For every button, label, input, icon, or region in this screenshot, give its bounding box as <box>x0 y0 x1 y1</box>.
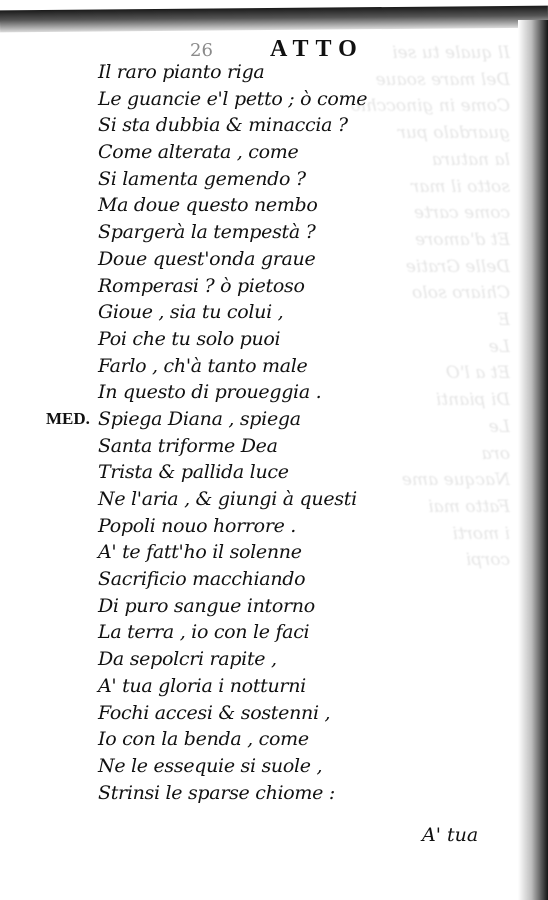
verse-line <box>0 753 520 780</box>
verse-text: Trista & pallida luce <box>98 461 289 484</box>
verse-line <box>0 112 520 139</box>
verse-text: A' tua gloria i notturni <box>98 674 306 697</box>
verse-line <box>0 299 520 326</box>
verse-line <box>0 246 520 273</box>
verse-text: In questo di proueggia . <box>98 381 322 404</box>
verse-text: Si sta dubbia & minaccia ? <box>98 114 348 137</box>
page-top-shadow <box>0 6 548 33</box>
verse-text: Io con la benda , come <box>98 728 309 751</box>
verse-text: Fochi accesi & sostenni , <box>98 701 331 724</box>
verse-text: Ne l'aria , & giungi à questi <box>98 488 357 510</box>
verse-line <box>0 326 520 353</box>
verse-line <box>0 726 520 753</box>
page-number: 26 <box>190 40 213 61</box>
verse-text: Di puro sangue intorno <box>98 594 315 617</box>
verse-line <box>0 513 520 540</box>
page-gutter-shadow <box>518 20 548 900</box>
verse-text: Spargerà la tempestà ? <box>98 221 316 244</box>
verse-line <box>0 139 520 166</box>
verse-text: Gioue , sia tu colui , <box>98 301 284 324</box>
verse-line <box>0 379 520 406</box>
verse-line <box>0 86 520 113</box>
verse-line <box>0 166 520 193</box>
verse-text: Le guancie e'l petto ; ò come <box>98 87 368 110</box>
speaker-label: MED. <box>46 408 90 428</box>
verse-line <box>0 619 520 646</box>
verse-block <box>0 59 520 806</box>
verse-text: Ne le essequie si suole , <box>98 754 323 777</box>
catchword: A' tua <box>422 824 479 846</box>
verse-line <box>0 406 520 433</box>
running-head: ATTO <box>270 36 364 62</box>
verse-text: La terra , io con le faci <box>98 621 310 644</box>
verse-line <box>0 192 520 219</box>
verse-line <box>0 433 520 460</box>
verse-text: Il raro pianto riga <box>98 61 265 83</box>
verse-text: Sacrificio macchiando <box>98 568 306 591</box>
verse-text: Romperasi ? ò pietoso <box>98 274 305 297</box>
verse-line <box>0 59 520 86</box>
verse-line <box>0 273 520 300</box>
verse-text: Da sepolcri rapite , <box>98 648 277 671</box>
verse-text: Come alterata , come <box>98 141 299 164</box>
verse-line <box>0 219 520 246</box>
verse-line <box>0 566 520 593</box>
verse-text: Popoli nouo horrore . <box>98 514 297 537</box>
verse-line <box>0 700 520 727</box>
verse-line <box>0 353 520 380</box>
verse-text: Ma doue questo nembo <box>98 194 318 217</box>
verse-text: Strinsi le sparse chiome : <box>98 781 335 804</box>
verse-text: Santa triforme Dea <box>98 434 278 457</box>
verse-line <box>0 646 520 673</box>
verse-line <box>0 593 520 620</box>
verse-line <box>0 459 520 486</box>
verse-line <box>0 486 520 513</box>
verse-text: Poi che tu solo puoi <box>98 327 281 350</box>
verse-text: A' te fatt'ho il solenne <box>98 541 302 564</box>
verse-text: Si lamenta gemendo ? <box>98 167 306 190</box>
verse-text: Doue quest'onda graue <box>98 247 316 270</box>
verse-line <box>0 539 520 566</box>
verse-line <box>0 673 520 700</box>
show-through-text: Il quale tu sei Del mare soaue Come in ginocchio guardalo pur la natura sotto il mar come carte Et d'amore Delle Gratie Chiaro solo E Le Et a l'O Di pianti Le ora Nacque ame Fatto mai i morti corpi <box>350 43 510 571</box>
verse-text: Farlo , ch'à tanto male <box>98 354 308 377</box>
verse-line <box>0 780 520 807</box>
verse-text: Spiega Diana , spiega <box>98 407 301 430</box>
